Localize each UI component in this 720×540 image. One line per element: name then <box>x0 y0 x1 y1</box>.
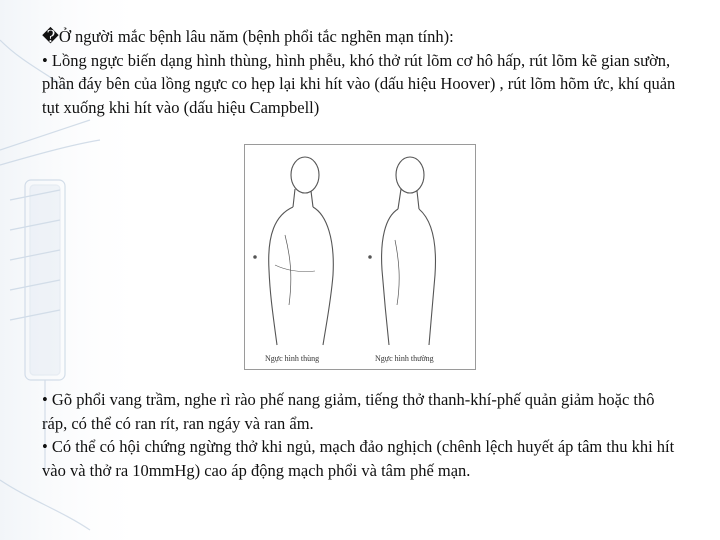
chest-profiles-drawing <box>245 145 475 369</box>
top-text-block <box>42 25 682 119</box>
heading-text: �Ở người mắc bệnh lâu năm (bệnh phổi tắc nghẽn mạn tính): <box>42 27 454 46</box>
barrel-chest-figure <box>254 157 334 345</box>
caption-barrel-chest: Ngực hình thùng <box>265 354 320 363</box>
caption-normal-chest: Ngực hình thường <box>375 354 434 363</box>
normal-chest-figure <box>369 157 436 345</box>
bottom-text-block <box>42 388 682 482</box>
chest-shape-figure <box>244 144 476 370</box>
bullet-chest-deformity: • Lồng ngực biến dạng hình thùng, hình phễu, khó thở rút lõm cơ hô hấp, rút lõm kẽ gian sườn, phần đáy bên của lồng ngực co hẹp lại khi hít vào (dấu hiệu Hoover) , rút lõm hõm ức, khí quản tụt xuống khi hít vào (dấu hiệu Campbell) <box>42 50 676 117</box>
bullet-auscultation: • Gõ phổi vang trầm, nghe rì rào phế nang giảm, tiếng thở thanh-khí-phế quản giảm hoặc thô ráp, có thể có ran rít, ran ngáy và ran ẩm. <box>42 390 655 433</box>
bullet-sleep-apnea: • Có thể có hội chứng ngừng thở khi ngủ, mạch đảo nghịch (chênh lệch huyết áp tâm thu khi hít vào và thở ra 10mmHg) cao áp động mạch phổi và tâm phế mạn. <box>42 437 675 480</box>
